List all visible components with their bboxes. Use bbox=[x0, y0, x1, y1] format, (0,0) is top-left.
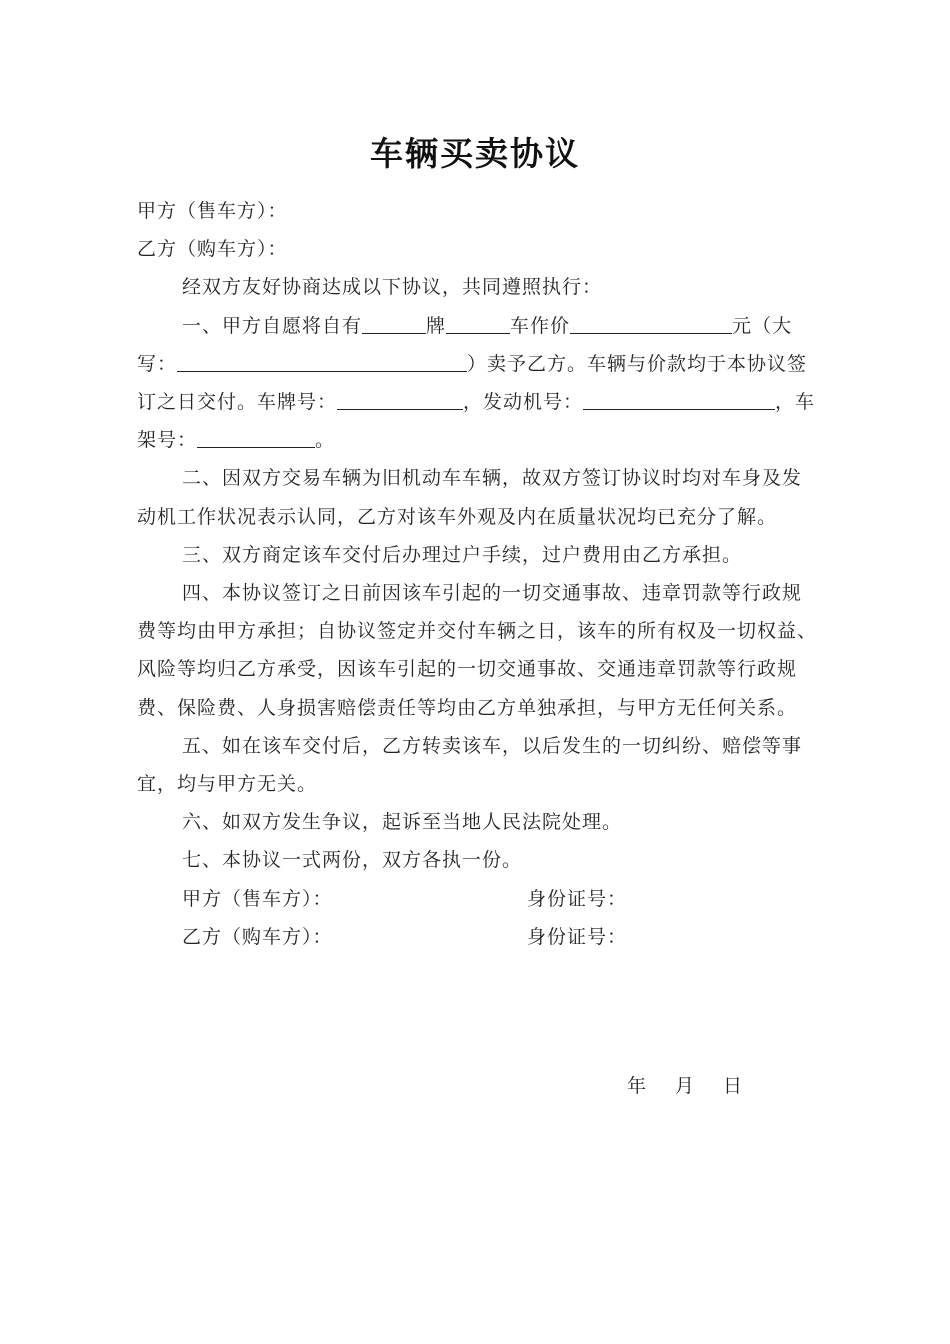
document-title: 车辆买卖协议 bbox=[370, 134, 580, 173]
party-b-line: 乙方（购车方）： bbox=[137, 238, 288, 261]
signature-row-party-a bbox=[137, 880, 817, 918]
date-line bbox=[627, 1071, 743, 1098]
signature-party-a-label: 甲方（售车方）： bbox=[182, 887, 333, 910]
engine-number-blank bbox=[583, 388, 741, 410]
clause-5: 五、如在该车交付后，乙方转卖该车，以后发生的一切纠纷、赔偿等事宜，均与甲方无关。 bbox=[137, 734, 803, 796]
clause-2: 二、因双方交易车辆为旧机动车车辆，故双方签订协议时均对车身及发动机工作状况表示认同，乙方对该车外观及内在质量状况均已充分了解。 bbox=[137, 467, 803, 528]
signature-party-a-id-label: 身份证号： bbox=[527, 887, 628, 910]
party-a-line: 甲方（售车方）： bbox=[137, 200, 288, 222]
clause-1-text-c: 车作价 bbox=[510, 314, 571, 337]
clause-1-text-g: ，发动机号： bbox=[463, 391, 584, 414]
brand-blank bbox=[446, 312, 510, 334]
clause-6: 六、如双方发生争议，起诉至当地人民法院处理。 bbox=[182, 811, 623, 834]
price-uppercase-blank bbox=[177, 350, 467, 372]
clause-1 bbox=[137, 307, 817, 460]
clause-1-text-h: ，车架号： bbox=[137, 391, 816, 452]
engine-number-blank-cont bbox=[741, 388, 775, 410]
clause-3: 三、双方商定该车交付后办理过户手续，过户费用由乙方承担。 bbox=[182, 543, 743, 566]
signature-party-b-id-label: 身份证号： bbox=[527, 925, 628, 948]
plate-number-blank bbox=[337, 388, 463, 410]
intro-paragraph: 经双方友好协商达成以下协议，共同遵照执行： bbox=[182, 276, 603, 299]
clause-1-text-f: ）卖予乙方。车辆与价款均于本协议签订之日交付。车牌号： bbox=[137, 352, 808, 414]
price-blank bbox=[570, 312, 732, 334]
clause-4: 四、本协议签订之日前因该车引起的一切交通事故、违章罚款等行政规费等均由甲方承担；自协议签定并交付车辆之日，该车的所有权及一切权益、风险等均归乙方承受，因该车引起的一切交通事故、交通违章罚款等行政规费、保险费、人身损害赔偿责任等均由乙方单独承担，与甲方无任何关系。 bbox=[137, 582, 818, 719]
vin-blank bbox=[197, 426, 315, 448]
document-body bbox=[137, 192, 817, 956]
clause-7: 七、本协议一式两份，双方各执一份。 bbox=[182, 849, 523, 872]
signature-party-b-label: 乙方（购车方）： bbox=[182, 925, 333, 948]
plate-region-blank bbox=[362, 312, 426, 334]
date-year-label: 年 bbox=[627, 1075, 648, 1097]
clause-1-text-e: （大写： bbox=[137, 314, 793, 375]
clause-1-text-b: 牌 bbox=[426, 314, 447, 337]
clause-1-text-d: 元 bbox=[732, 314, 753, 337]
clause-1-text-i: 。 bbox=[315, 429, 336, 452]
signature-row-party-b bbox=[137, 918, 817, 956]
clause-1-text-a: 一、甲方自愿将自有 bbox=[182, 314, 363, 337]
date-month-label: 月 bbox=[675, 1075, 696, 1097]
date-day-label: 日 bbox=[723, 1075, 744, 1097]
